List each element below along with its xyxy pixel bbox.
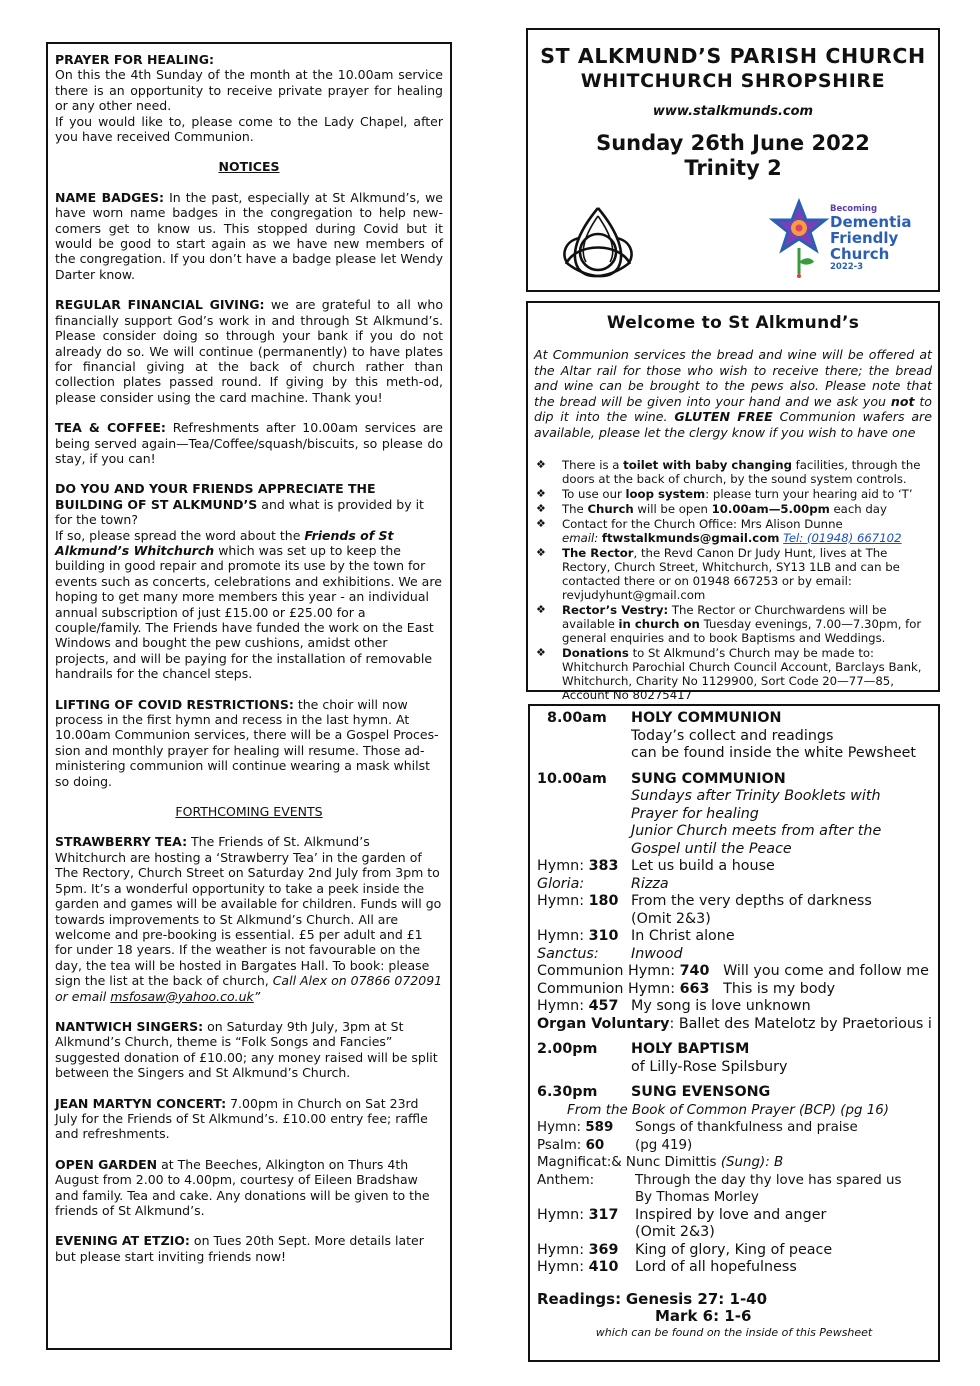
service-note: Prayer for healing	[631, 805, 759, 822]
welcome-intro: At Communion services the bread and wine will be offered at the Altar rail for those who wish to receive there; the bread and wine can be brought to the pews also. Please note that the bread will be given into your hand and we ask you not to dip it into the wine. GLUTEN FREE Communion wafers are available, please let the clergy know if you wish to have one	[534, 347, 932, 440]
anthem-composer: By Thomas Morley	[635, 1190, 759, 1205]
anthem-line: Anthem: Through the day thy love has spared us	[537, 1172, 902, 1188]
service-note: Sundays after Trinity Booklets with	[631, 788, 881, 804]
services-panel	[528, 704, 940, 1362]
communion-hymn-line: Communion Hymn: 663 This is my body	[537, 980, 836, 997]
notices-heading: NOTICES	[218, 159, 280, 175]
logo-church: Church	[830, 245, 890, 263]
liturgical-occasion: Trinity 2	[684, 156, 782, 180]
service-note: Junior Church meets from after the	[631, 823, 882, 839]
service-10am: 10.00am SUNG COMMUNION	[537, 770, 786, 787]
strawberry-email-link[interactable]: msfosaw@yahoo.co.uk	[110, 988, 254, 1004]
hymn-note: (Omit 2&3)	[631, 910, 711, 927]
hymn-line: Hymn: 383 Let us build a house	[537, 858, 775, 874]
dementia-friendly-logo	[830, 204, 912, 272]
bullet-icon: ❖	[536, 546, 546, 559]
friends-notice: DO YOU AND YOUR FRIENDS APPRECIATE THE BUILDING OF ST ALKMUND’S and what is provided by it for the town? If so, please spread the word about the Friends of St Alkmund’s Whitchurch which was set up to keep the building in good repair and promote its use by the town for events such as concerts, celebrations and exhibitions. We are hoping to get many more members this year - an individual annual subscription of just £15.00 or £25.00 for a couple/family. The Friends have funded the work on the East Windows and bought the pew cushions, amidst other projects, and will be paying for the installation of removable handrails for the chancel steps.	[55, 481, 442, 682]
organ-voluntary-line: Organ Voluntary: Ballet des Matelotz by Praetorious i	[537, 1015, 932, 1032]
etzio-event: EVENING AT ETZIO: on Tues 20th Sept. More details later but please start inviting friends now!	[55, 1233, 424, 1264]
service-2pm: 2.00pm HOLY BAPTISM	[537, 1041, 750, 1057]
service-note: From the Book of Common Prayer (BCP) (pg 16)	[567, 1102, 890, 1118]
welcome-panel	[526, 301, 940, 702]
hymn-line: Hymn: 457 My song is love unknown	[537, 998, 811, 1014]
financial-giving-notice: REGULAR FINANCIAL GIVING: we are grateful to all who financially support God’s work in and through St Alkmund’s. Please consider doing so through your bank if you do not already do so. We will continue (permanently) to have plates for financial giving at the back of church rather than collection plates passed round. If giving by this meth-od, please consider using the card machine. Thank you!	[55, 297, 443, 405]
church-website-link[interactable]: www.stalkmunds.com	[652, 104, 814, 119]
bullet-icon: ❖	[536, 517, 546, 530]
service-note: Today’s collect and readings	[631, 727, 834, 744]
logo-year: 2022-3	[830, 262, 864, 272]
service-date: Sunday 26th June 2022	[596, 131, 870, 155]
notices-panel	[46, 42, 452, 1350]
logo-friendly: Friendly	[830, 229, 899, 247]
open-garden-event: OPEN GARDEN at The Beeches, Alkington on Thurs 4th August from 2.00 to 4.00pm, courtesy of Eileen Bradshaw and family. Tea and cake. Any donations will be given to the friends of St Alkmund’s.	[55, 1156, 430, 1218]
name-badges-notice: NAME BADGES: In the past, especially at St Alkmund’s, we have worn name badges in the congregation to help new-comers get to know us. This stopped during Covid but it would be good to start again as we have new members of the congregation. If you don’t have a badge please let Wendy Darter know.	[55, 189, 443, 282]
hymn-line: Hymn: 369 King of glory, King of peace	[537, 1241, 833, 1258]
service-630pm: 6.30pm SUNG EVENSONG	[537, 1084, 771, 1100]
bullet-icon: ❖	[536, 487, 546, 500]
tea-coffee-notice: TEA & COFFEE: Refreshments after 10.00am services are being served again—Tea/Coffee/squash/biscuits, so please do stay, if you can!	[55, 420, 443, 466]
list-item: ❖ Contact for the Church Office: Mrs Alison Dunne email: ftwstalkmunds@gmail.com Tel: (01948) 667102	[536, 517, 902, 545]
list-item: ❖ To use our loop system: please turn your hearing aid to ‘T’	[536, 487, 913, 501]
covid-notice: LIFTING OF COVID RESTRICTIONS: the choir will now process in the first hymn and recess in the last hymn. At 10.00am Communion services, there will be a Gospel Proces-sion and monthly prayer for healing will resume. Those ad-ministering communion will continue wearing a mask whilst so doing.	[55, 696, 439, 789]
church-name: ST ALKMUND’S PARISH CHURCH	[540, 44, 926, 68]
list-item: ❖ The Church will be open 10.00am—5.00pm each day	[536, 502, 887, 516]
list-item: ❖ Rector’s Vestry: The Rector or Churchwardens will be available in church on Tuesday evenings, 7.00—7.30pm, for general enquiries and to book Baptisms and Weddings.	[536, 603, 922, 645]
sanctus-line: Sanctus: Inwood	[537, 945, 683, 962]
service-8am: 8.00am HOLY COMMUNION	[547, 710, 782, 726]
service-note: Gospel until the Peace	[631, 840, 792, 857]
events-heading: FORTHCOMING EVENTS	[175, 804, 323, 820]
service-note: can be found inside the white Pewsheet	[631, 745, 917, 761]
list-item: ❖ The Rector, the Revd Canon Dr Judy Hunt, lives at The Rectory, Church Street, Whitchurch, SY13 1LB and can be contacted there or on 01948 667253 or by email: revjudyhunt@gmail.com	[536, 546, 900, 602]
office-email-link[interactable]: ftwstalkmunds@gmail.com	[601, 531, 780, 545]
triquetra-icon	[556, 202, 640, 282]
logo-becoming: Becoming	[830, 204, 878, 214]
list-item: ❖ There is a toilet with baby changing facilities, through the doors at the back of church, by the sound system controls.	[536, 458, 921, 486]
service-note: of Lilly-Rose Spilsbury	[631, 1058, 788, 1075]
bullet-icon: ❖	[536, 646, 546, 659]
readings-line: Readings: Genesis 27: 1-40	[537, 1289, 768, 1308]
welcome-title: Welcome to St Alkmund’s	[606, 313, 860, 333]
magnificat-line: Magnificat:& Nunc Dimittis (Sung): B	[537, 1155, 784, 1170]
church-location: WHITCHURCH SHROPSHIRE	[580, 70, 886, 92]
reading-2: Mark 6: 1-6	[655, 1307, 752, 1325]
strawberry-tea-event: STRAWBERRY TEA: The Friends of St. Alkmund’s Whitchurch are hosting a ‘Strawberry Tea’ in the garden of The Rectory, Church Street on Saturday 2nd July from 3pm to 5pm. It’s a wonderful opportunity to take a peek inside the garden and games will be available for children. Funds will go towards improvements to St Alkmund’s Church. All are welcome and pre-booking is essential. £5 per adult and £1 for under 18 years. If the weather is not favourable on the day, the tea will be hosted in Bargates Hall. To book: please sign the list at the back of church, Call Alex on 07866 072091 or email msfosaw@yahoo.co.uk”	[55, 834, 443, 1004]
hymn-line: Hymn: 589 Songs of thankfulness and praise	[537, 1120, 858, 1135]
prayer-notice: PRAYER FOR HEALING: On this the 4th Sunday of the month at the 10.00am service there is an opportunity to receive private prayer for healing or any other need. If you would like to, please come to the Lady Chapel, after you have received Communion.	[55, 52, 443, 145]
logo-dementia: Dementia	[830, 213, 912, 231]
gloria-line: Gloria: Rizza	[537, 875, 669, 892]
bullet-icon: ❖	[536, 502, 546, 515]
hymn-line: Hymn: 317 Inspired by love and anger	[537, 1206, 827, 1223]
nantwich-singers-event: NANTWICH SINGERS: on Saturday 9th July, 3pm at St Alkmund’s Church, theme is “Folk Songs and Fancies” suggested donation of £10.00; any money raised will be split between the Singers and St Alkmund’s Church.	[55, 1018, 438, 1081]
church-header	[526, 28, 940, 292]
hymn-line: Hymn: 410 Lord of all hopefulness	[537, 1259, 797, 1275]
hymn-note: (Omit 2&3)	[635, 1224, 715, 1240]
jean-martyn-event: JEAN MARTYN CONCERT: 7.00pm in Church on Sat 23rd July for the Friends of St Alkmund’s. £10.00 entry fee; raffle and refreshments.	[55, 1095, 428, 1142]
communion-hymn-line: Communion Hymn: 740 Will you come and follow me	[537, 963, 929, 979]
bullet-icon: ❖	[536, 603, 546, 616]
hymn-line: Hymn: 310 In Christ alone	[537, 928, 735, 944]
welcome-info-list	[534, 458, 932, 702]
dementia-flower-icon	[768, 198, 830, 278]
office-phone-link[interactable]: Tel: (01948) 667102	[783, 531, 902, 545]
bullet-icon: ❖	[536, 458, 546, 471]
list-item: ❖ Donations to St Alkmund’s Church may be made to: Whitchurch Parochial Church Council Account, Barclays Bank, Whitchurch, Charity No 1129900, Sort Code 20—77—85, Account No 80275417	[536, 646, 922, 702]
psalm-line: Psalm: 60 (pg 419)	[537, 1137, 693, 1153]
readings-note: which can be found on the inside of this Pewsheet	[595, 1325, 873, 1339]
hymn-line: Hymn: 180 From the very depths of darkness	[537, 893, 872, 909]
